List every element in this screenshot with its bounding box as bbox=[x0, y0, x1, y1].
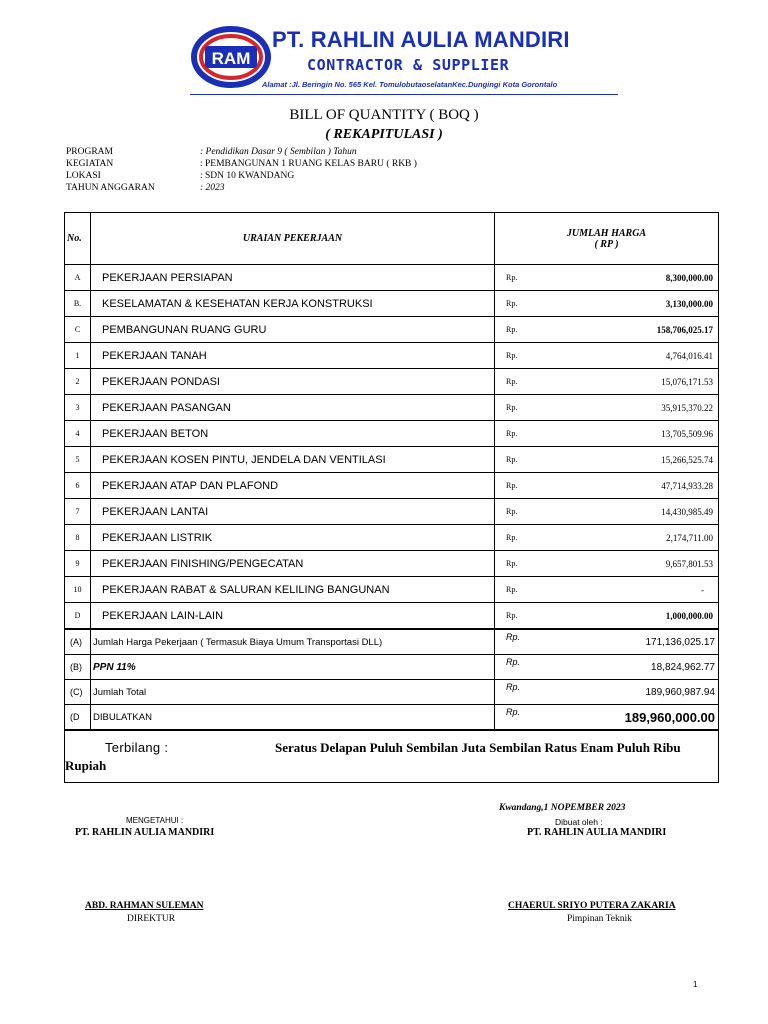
row-description: PEKERJAAN PONDASI bbox=[91, 369, 495, 395]
row-description: KESELAMATAN & KESEHATAN KERJA KONSTRUKSI bbox=[91, 291, 495, 317]
table-row bbox=[65, 291, 719, 317]
header-amount-label: JUMLAH HARGA bbox=[566, 227, 647, 239]
table-row bbox=[65, 603, 719, 630]
row-description: PEKERJAAN ATAP DAN PLAFOND bbox=[91, 473, 495, 499]
info-value: : Pendidikan Dasar 9 ( Sembilan ) Tahun bbox=[200, 147, 357, 157]
info-label: PROGRAM bbox=[66, 147, 113, 157]
row-amount: 35,915,370.22 bbox=[555, 395, 719, 421]
summary-label: (B) bbox=[65, 655, 91, 680]
document-title: BILL OF QUANTITY ( BOQ ) bbox=[289, 107, 479, 123]
row-number: 10 bbox=[65, 577, 91, 603]
terbilang-label: Terbilang : bbox=[105, 739, 169, 755]
summary-row bbox=[65, 629, 719, 655]
header-no: No. bbox=[65, 213, 91, 265]
table-row bbox=[65, 473, 719, 499]
row-description: PEKERJAAN TANAH bbox=[91, 343, 495, 369]
row-amount: 14,430,985.49 bbox=[555, 499, 719, 525]
boq-table bbox=[64, 212, 719, 783]
summary-row bbox=[65, 705, 719, 731]
approver-company: PT. RAHLIN AULIA MANDIRI bbox=[75, 827, 215, 838]
terbilang-cell bbox=[65, 730, 719, 783]
table-row bbox=[65, 369, 719, 395]
row-description: PEKERJAAN RABAT & SALURAN KELILING BANGUNAN bbox=[91, 577, 495, 603]
company-address: Alamat :Jl. Beringin No. 565 Kel. TomulobutaoselatanKec.Dungingi Kota Gorontalo bbox=[262, 80, 558, 89]
summary-row bbox=[65, 655, 719, 680]
terbilang-value: Seratus Delapan Puluh Sembilan Juta Sembilan Ratus Enam Puluh Ribu Rupiah bbox=[65, 739, 681, 773]
summary-currency: Rp. bbox=[495, 629, 555, 655]
info-label: LOKASI bbox=[66, 171, 101, 181]
row-currency: Rp. bbox=[495, 395, 555, 421]
company-name: PT. RAHLIN AULIA MANDIRI bbox=[272, 27, 570, 52]
row-currency: Rp. bbox=[495, 291, 555, 317]
header-description: URAIAN PEKERJAAN bbox=[91, 213, 495, 265]
summary-amount: 18,824,962.77 bbox=[555, 655, 719, 680]
row-number: D bbox=[65, 603, 91, 630]
summary-amount: 171,136,025.17 bbox=[555, 629, 719, 655]
row-currency: Rp. bbox=[495, 447, 555, 473]
row-number: B. bbox=[65, 291, 91, 317]
letterhead-divider bbox=[190, 94, 618, 95]
row-number: 9 bbox=[65, 551, 91, 577]
header-amount bbox=[495, 213, 719, 265]
row-description: PEKERJAAN LISTRIK bbox=[91, 525, 495, 551]
table-row bbox=[65, 577, 719, 603]
row-currency: Rp. bbox=[495, 317, 555, 343]
table-row bbox=[65, 395, 719, 421]
row-description: PEKERJAAN PERSIAPAN bbox=[91, 265, 495, 291]
table-row bbox=[65, 447, 719, 473]
summary-currency: Rp. bbox=[495, 655, 555, 680]
summary-label: (D bbox=[65, 705, 91, 731]
row-description: PEKERJAAN BETON bbox=[91, 421, 495, 447]
row-number: 4 bbox=[65, 421, 91, 447]
table-row bbox=[65, 551, 719, 577]
document-subtitle: ( REKAPITULASI ) bbox=[325, 127, 443, 142]
row-amount: - bbox=[555, 577, 719, 603]
row-currency: Rp. bbox=[495, 421, 555, 447]
row-description: PEKERJAAN PASANGAN bbox=[91, 395, 495, 421]
row-description: PEKERJAAN FINISHING/PENGECATAN bbox=[91, 551, 495, 577]
table-row bbox=[65, 421, 719, 447]
summary-amount: 189,960,000.00 bbox=[555, 705, 719, 731]
row-currency: Rp. bbox=[495, 577, 555, 603]
company-tagline: CONTRACTOR & SUPPLIER bbox=[307, 56, 510, 74]
row-description: PEKERJAAN LANTAI bbox=[91, 499, 495, 525]
row-currency: Rp. bbox=[495, 473, 555, 499]
approver-caption: MENGETAHUI : bbox=[126, 816, 184, 825]
table-row bbox=[65, 317, 719, 343]
row-number: 3 bbox=[65, 395, 91, 421]
info-value: : PEMBANGUNAN 1 RUANG KELAS BARU ( RKB ) bbox=[200, 159, 417, 169]
row-amount: 8,300,000.00 bbox=[555, 265, 719, 291]
row-amount: 2,174,711.00 bbox=[555, 525, 719, 551]
summary-description: PPN 11% bbox=[91, 655, 495, 680]
row-currency: Rp. bbox=[495, 525, 555, 551]
row-amount: 158,706,025.17 bbox=[555, 317, 719, 343]
row-number: 1 bbox=[65, 343, 91, 369]
logo-text: RAM bbox=[211, 49, 251, 68]
row-number: 8 bbox=[65, 525, 91, 551]
summary-amount: 189,960,987.94 bbox=[555, 680, 719, 705]
summary-description: Jumlah Total bbox=[91, 680, 495, 705]
info-row-lokasi bbox=[66, 170, 417, 182]
summary-row bbox=[65, 680, 719, 705]
info-label: KEGIATAN bbox=[66, 159, 114, 169]
preparer-position: Pimpinan Teknik bbox=[567, 914, 632, 924]
info-value: : 2023 bbox=[200, 183, 225, 193]
table-header-row bbox=[65, 213, 719, 265]
table-row bbox=[65, 343, 719, 369]
row-amount: 3,130,000.00 bbox=[555, 291, 719, 317]
row-currency: Rp. bbox=[495, 343, 555, 369]
summary-description: DIBULATKAN bbox=[91, 705, 495, 731]
row-amount: 1,000,000.00 bbox=[555, 603, 719, 630]
row-number: 6 bbox=[65, 473, 91, 499]
info-row-tahun bbox=[66, 182, 417, 194]
info-label: TAHUN ANGGARAN bbox=[66, 183, 155, 193]
table-row bbox=[65, 265, 719, 291]
table-row bbox=[65, 499, 719, 525]
row-amount: 9,657,801.53 bbox=[555, 551, 719, 577]
table-row bbox=[65, 525, 719, 551]
row-number: A bbox=[65, 265, 91, 291]
row-currency: Rp. bbox=[495, 265, 555, 291]
row-number: 7 bbox=[65, 499, 91, 525]
terbilang-row bbox=[65, 730, 719, 783]
row-number: 2 bbox=[65, 369, 91, 395]
summary-label: (C) bbox=[65, 680, 91, 705]
info-value: : SDN 10 KWANDANG bbox=[200, 171, 295, 181]
row-description: PEMBANGUNAN RUANG GURU bbox=[91, 317, 495, 343]
header-amount-unit: ( RP ) bbox=[594, 238, 619, 250]
summary-description: Jumlah Harga Pekerjaan ( Termasuk Biaya Umum Transportasi DLL) bbox=[91, 629, 495, 655]
row-description: PEKERJAAN KOSEN PINTU, JENDELA DAN VENTILASI bbox=[91, 447, 495, 473]
place-date: Kwandang,1 NOPEMBER 2023 bbox=[499, 803, 626, 813]
row-number: 5 bbox=[65, 447, 91, 473]
row-description: PEKERJAAN LAIN-LAIN bbox=[91, 603, 495, 630]
page-number: 1 bbox=[693, 980, 698, 989]
row-currency: Rp. bbox=[495, 603, 555, 630]
project-info bbox=[66, 146, 417, 194]
approver-name: ABD. RAHMAN SULEMAN bbox=[85, 901, 204, 911]
preparer-name: CHAERUL SRIYO PUTERA ZAKARIA bbox=[508, 901, 676, 911]
summary-label: (A) bbox=[65, 629, 91, 655]
row-currency: Rp. bbox=[495, 369, 555, 395]
row-amount: 47,714,933.28 bbox=[555, 473, 719, 499]
preparer-caption: Dibuat oleh : bbox=[555, 817, 603, 827]
info-row-kegiatan bbox=[66, 158, 417, 170]
summary-currency: Rp. bbox=[495, 705, 555, 731]
row-amount: 13,705,509.96 bbox=[555, 421, 719, 447]
approver-position: DIREKTUR bbox=[127, 914, 176, 924]
row-currency: Rp. bbox=[495, 499, 555, 525]
row-currency: Rp. bbox=[495, 551, 555, 577]
row-number: C bbox=[65, 317, 91, 343]
row-amount: 4,764,016.41 bbox=[555, 343, 719, 369]
row-amount: 15,076,171.53 bbox=[555, 369, 719, 395]
company-logo bbox=[191, 26, 271, 88]
summary-currency: Rp. bbox=[495, 680, 555, 705]
row-amount: 15,266,525.74 bbox=[555, 447, 719, 473]
preparer-company: PT. RAHLIN AULIA MANDIRI bbox=[527, 827, 667, 838]
info-row-program bbox=[66, 146, 417, 158]
